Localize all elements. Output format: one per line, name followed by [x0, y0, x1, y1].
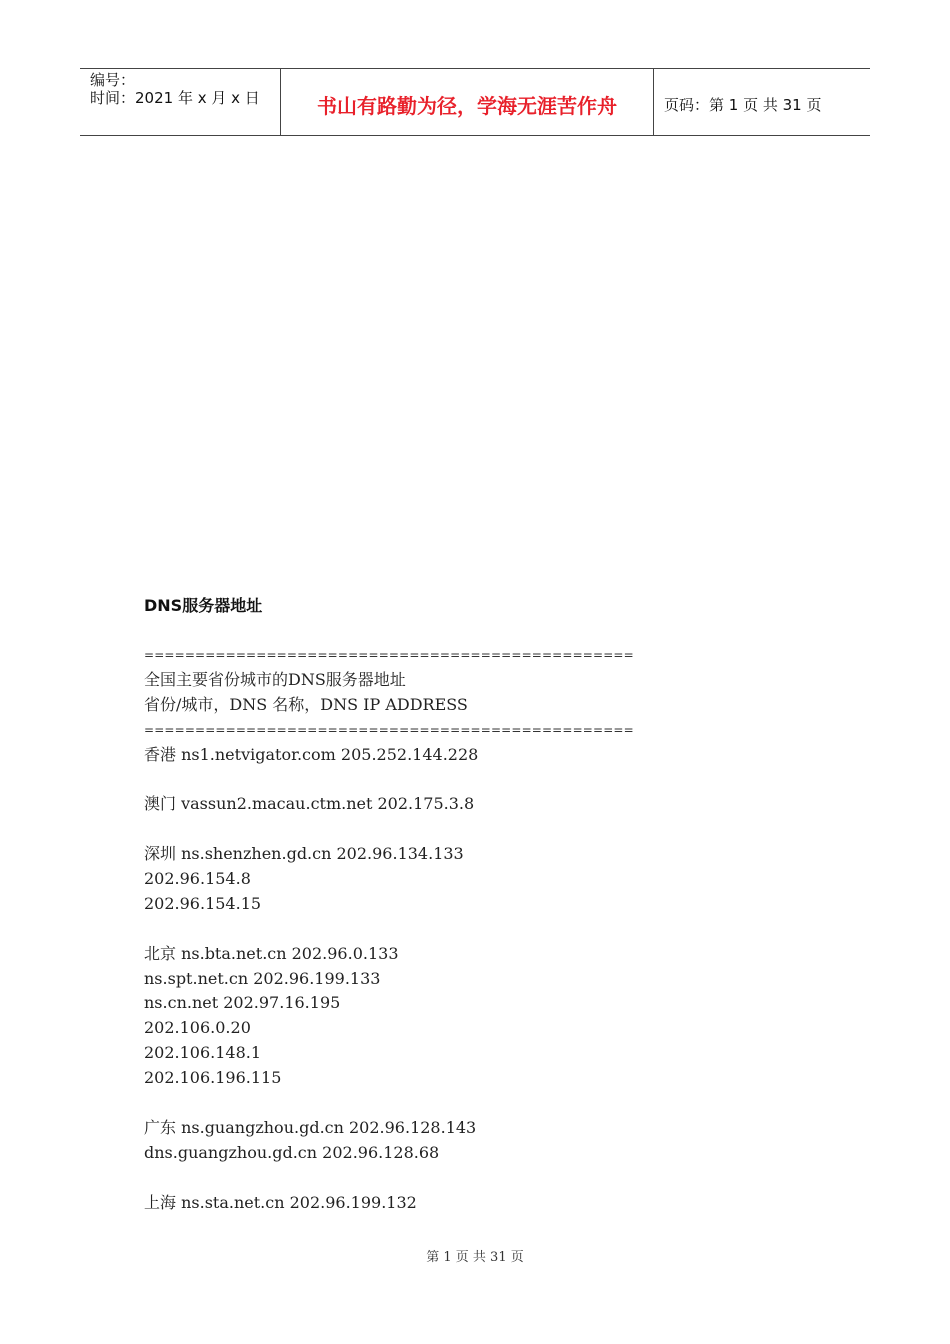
- document-time-label: 时间：2021 年 x 月 x 日: [90, 89, 260, 107]
- text-line: 香港 ns1.netvigator.com 205.252.144.228: [144, 744, 479, 764]
- text-line: 202.106.0.20: [144, 1018, 251, 1038]
- text-line: ns.cn.net 202.97.16.195: [144, 993, 341, 1013]
- separator-line: ================================================: [144, 722, 634, 737]
- text-line: 澳门 vassun2.macau.ctm.net 202.175.3.8: [144, 794, 475, 814]
- text-line: 全国主要省份城市的DNS服务器地址: [144, 669, 406, 689]
- text-line: 广东 ns.guangzhou.gd.cn 202.96.128.143: [144, 1117, 477, 1137]
- text-line: 202.106.196.115: [144, 1068, 282, 1088]
- blank-line: [144, 917, 634, 942]
- page-header: [80, 68, 870, 136]
- header-motto: 书山有路勤为径，学海无涯苦作舟: [281, 69, 654, 135]
- page-footer: 第 1 页 共 31 页: [426, 1250, 524, 1265]
- blank-line: [144, 1091, 634, 1116]
- text-line: 202.106.148.1: [144, 1043, 262, 1063]
- blank-line: [144, 817, 634, 842]
- header-page-info: 页码：第 1 页 共 31 页: [664, 95, 822, 114]
- text-line: 北京 ns.bta.net.cn 202.96.0.133: [144, 943, 399, 963]
- document-body: [144, 643, 634, 1215]
- text-line: 上海 ns.sta.net.cn 202.96.199.132: [144, 1192, 417, 1212]
- document-title: DNS服务器地址: [144, 596, 263, 615]
- text-line: 202.96.154.8: [144, 869, 251, 889]
- separator-line: ================================================: [144, 648, 634, 662]
- text-line: 202.96.154.15: [144, 893, 262, 913]
- blank-line: [144, 1166, 634, 1191]
- text-line: 深圳 ns.shenzhen.gd.cn 202.96.134.133: [144, 844, 464, 864]
- header-meta: [80, 69, 281, 135]
- blank-line: [144, 767, 634, 792]
- text-line: ns.spt.net.cn 202.96.199.133: [144, 968, 381, 988]
- text-line: dns.guangzhou.gd.cn 202.96.128.68: [144, 1142, 440, 1162]
- text-line: 省份/城市，DNS 名称，DNS IP ADDRESS: [144, 694, 468, 714]
- document-number-label: 编号：: [90, 71, 136, 89]
